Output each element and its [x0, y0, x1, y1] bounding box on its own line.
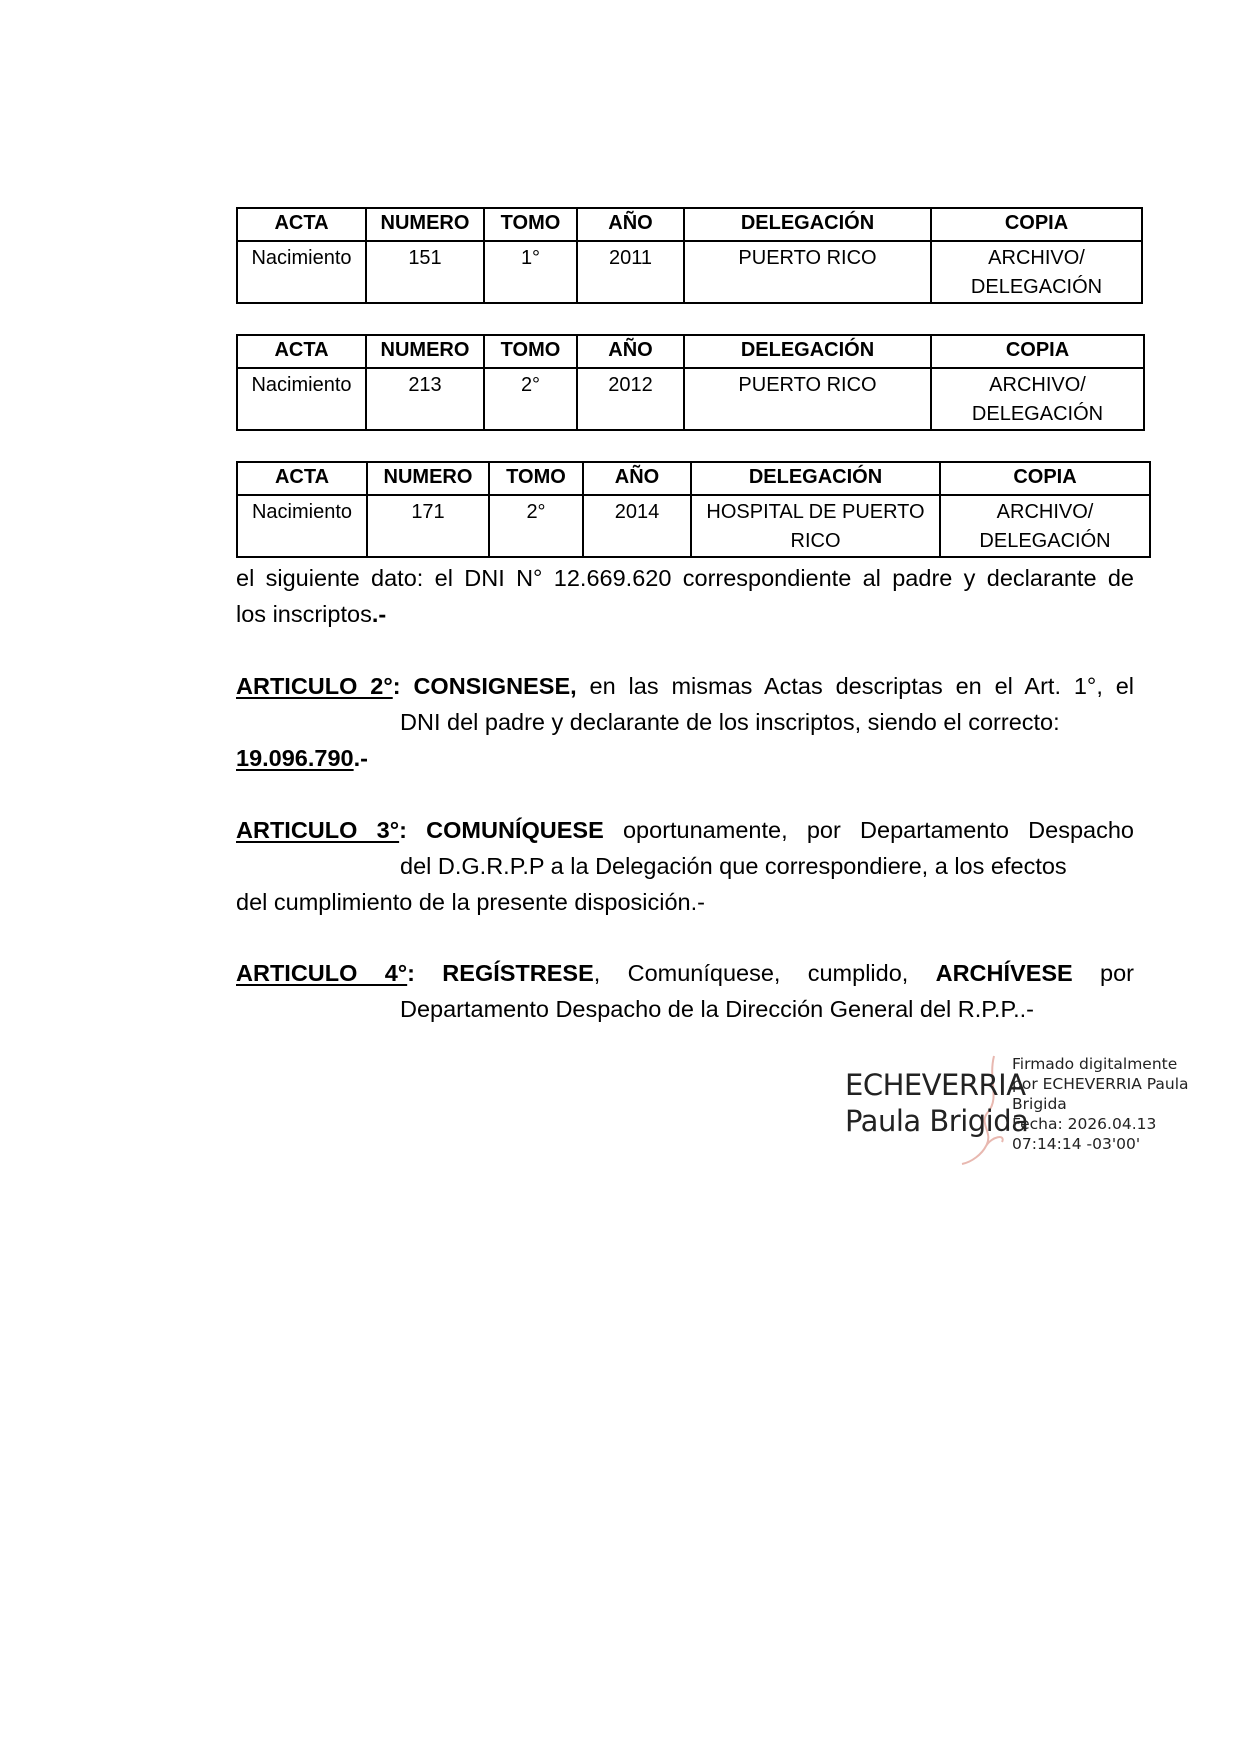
- copia-line-1: ARCHIVO/: [988, 247, 1085, 269]
- acta-table-3: [236, 461, 1151, 558]
- header-copia: COPIA: [931, 208, 1142, 241]
- art4-line-1: [236, 955, 1134, 991]
- cell-numero: 171: [367, 495, 489, 557]
- signature-metadata: [1012, 1054, 1212, 1154]
- cell-numero: 151: [366, 241, 484, 303]
- art3-keyword: COMUNÍQUESE: [426, 817, 604, 843]
- header-tomo: TOMO: [484, 208, 577, 241]
- art4-text-2: por: [1100, 960, 1134, 986]
- intro-line-2-text: los inscriptos: [236, 601, 372, 627]
- intro-line-2-end: .-: [371, 601, 387, 627]
- table-header-row: [237, 208, 1142, 241]
- signature-meta-line-1: Firmado digitalmente: [1012, 1055, 1178, 1073]
- art2-keyword: CONSIGNESE,: [413, 673, 577, 699]
- header-tomo: TOMO: [484, 335, 577, 368]
- art3-colon: :: [399, 817, 407, 843]
- art3-line-2: del D.G.R.P.P a la Delegación que correspondiere, a los efectos: [400, 853, 1067, 879]
- signature-given-name: Paula Brigida: [845, 1104, 1029, 1138]
- signature-meta-line-5: 07:14:14 -03'00': [1012, 1135, 1141, 1153]
- header-acta: ACTA: [237, 462, 367, 495]
- header-numero: NUMERO: [366, 335, 484, 368]
- header-anio: AÑO: [583, 462, 691, 495]
- header-acta: ACTA: [237, 335, 366, 368]
- header-acta: ACTA: [237, 208, 366, 241]
- copia-line-2: DELEGACIÓN: [979, 530, 1111, 552]
- art2-label: ARTICULO 2°: [236, 673, 393, 699]
- intro-line-2: [236, 596, 1134, 632]
- cell-anio: 2012: [577, 368, 684, 430]
- header-delegacion: DELEGACIÓN: [691, 462, 940, 495]
- cell-copia: [931, 368, 1144, 430]
- cell-tomo: 2°: [489, 495, 583, 557]
- cell-acta: Nacimiento: [237, 495, 367, 557]
- signature-surname: ECHEVERRIA: [845, 1068, 1026, 1102]
- cell-acta: Nacimiento: [237, 241, 366, 303]
- intro-line-1: el siguiente dato: el DNI N° 12.669.620 correspondiente al padre y declarante de: [236, 565, 1134, 591]
- art3-line-1: [236, 812, 1134, 848]
- art2-dni: 19.096.790: [236, 745, 354, 771]
- art3-text-1: oportunamente, por Departamento Despacho: [622, 817, 1134, 843]
- header-tomo: TOMO: [489, 462, 583, 495]
- header-anio: AÑO: [577, 335, 684, 368]
- header-numero: NUMERO: [366, 208, 484, 241]
- header-delegacion: DELEGACIÓN: [684, 335, 931, 368]
- art4-text-1: , Comuníquese, cumplido,: [593, 960, 909, 986]
- art4-colon: :: [407, 960, 415, 986]
- art2-line-3: [236, 740, 1134, 776]
- header-anio: AÑO: [577, 208, 684, 241]
- copia-line-1: ARCHIVO/: [996, 501, 1094, 523]
- cell-tomo: 2°: [484, 368, 577, 430]
- header-copia: COPIA: [931, 335, 1144, 368]
- cell-delegacion: HOSPITAL DE PUERTO RICO: [691, 495, 940, 557]
- cell-numero: 213: [366, 368, 484, 430]
- cell-delegacion: PUERTO RICO: [684, 241, 931, 303]
- header-numero: NUMERO: [367, 462, 489, 495]
- acta-table-1: [236, 207, 1143, 304]
- art3-label: ARTICULO 3°: [236, 817, 400, 843]
- art2-line-2: DNI del padre y declarante de los inscriptos, siendo el correcto:: [400, 709, 1060, 735]
- header-delegacion: DELEGACIÓN: [684, 208, 931, 241]
- table-row: [237, 495, 1150, 557]
- signature-meta-line-3: Brigida: [1012, 1095, 1067, 1113]
- cell-delegacion: PUERTO RICO: [684, 368, 931, 430]
- cell-acta: Nacimiento: [237, 368, 366, 430]
- cell-copia: [931, 241, 1142, 303]
- cell-anio: 2011: [577, 241, 684, 303]
- cell-tomo: 1°: [484, 241, 577, 303]
- signature-meta-line-4: Fecha: 2026.04.13: [1012, 1115, 1157, 1133]
- art4-label: ARTICULO 4°: [236, 960, 408, 986]
- art2-text-1: en las mismas Actas descriptas en el Art. 1°, el: [589, 673, 1134, 699]
- copia-line-2: DELEGACIÓN: [971, 403, 1104, 425]
- art2-end: .-: [353, 745, 368, 771]
- signature-meta-line-2: por ECHEVERRIA Paula: [1012, 1075, 1189, 1093]
- art4-keyword-2: ARCHÍVESE: [935, 960, 1073, 986]
- table-header-row: [237, 335, 1144, 368]
- acta-table-2: [236, 334, 1145, 431]
- art3-line-3: del cumplimiento de la presente disposición.-: [236, 889, 705, 915]
- cell-anio: 2014: [583, 495, 691, 557]
- header-copia: COPIA: [940, 462, 1150, 495]
- copia-line-1: ARCHIVO/: [989, 374, 1086, 396]
- table-row: [237, 368, 1144, 430]
- table-row: [237, 241, 1142, 303]
- copia-line-2: DELEGACIÓN: [970, 276, 1103, 298]
- art2-colon: :: [392, 673, 401, 699]
- art4-line-2: Departamento Despacho de la Dirección General del R.P.P..-: [400, 996, 1034, 1022]
- art2-line-1: [236, 668, 1134, 704]
- cell-copia: [940, 495, 1150, 557]
- art4-keyword-1: REGÍSTRESE: [442, 960, 594, 986]
- table-header-row: [237, 462, 1150, 495]
